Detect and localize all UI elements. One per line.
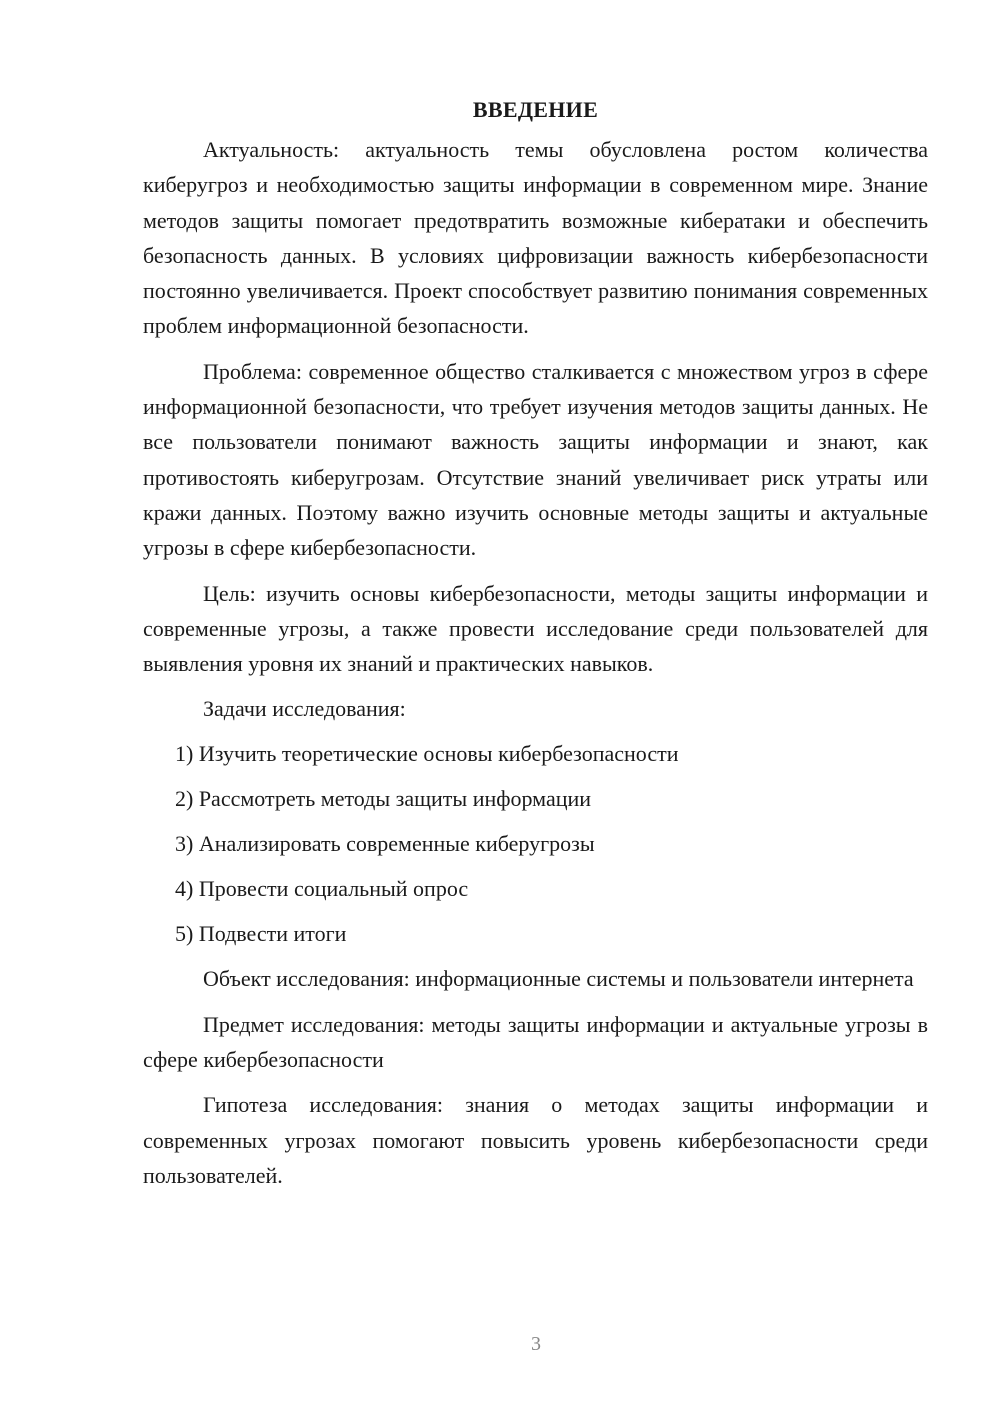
document-page [143,92,928,1203]
relevance-paragraph: Актуальность: актуальность темы обусловлена ростом количества киберугроз и необходимостью защиты информации в современном мире. Знание методов защиты помогает предотвратить возможные кибератаки и обеспечить безопасность данных. В условиях цифровизации важность кибербезопасности постоянно увеличивается. Проект способствует развитию понимания современных проблем информационной безопасности. [143,137,928,339]
page-number: 3 [531,1333,541,1355]
subject-paragraph: Предмет исследования: методы защиты информации и актуальные угрозы в сфере кибербезопасности [143,1011,928,1073]
task-item: 2) Рассмотреть методы защиты информации [175,786,592,812]
object-paragraph: Объект исследования: информационные системы и пользователи интернета [203,966,914,992]
task-item: 4) Провести социальный опрос [175,876,469,902]
problem-paragraph: Проблема: современное общество сталкивается с множеством угроз в сфере информационной безопасности, что требует изучения методов защиты данных. Не все пользователи понимают важность защиты информации и знают, как противостоять киберугрозам. Отсутствие знаний увеличивает риск утраты или кражи данных. Поэтому важно изучить основные методы защиты и актуальные угрозы в сфере кибербезопасности. [143,358,928,561]
task-list [143,736,928,951]
section-title: ВВЕДЕНИЕ [472,97,599,122]
tasks-heading: Задачи исследования: [203,696,406,722]
hypothesis-paragraph: Гипотеза исследования: знания о методах защиты информации и современных угрозах помогают повысить уровень кибербезопасности среди пользователей. [143,1092,928,1188]
task-item: 3) Анализировать современные киберугрозы [175,831,595,857]
task-item: 1) Изучить теоретические основы кибербезопасности [175,741,679,767]
goal-paragraph: Цель: изучить основы кибербезопасности, методы защиты информации и современные угрозы, а также провести исследование среди пользователей для выявления уровня их знаний и практических навыков. [143,580,928,677]
task-item: 5) Подвести итоги [175,921,347,947]
